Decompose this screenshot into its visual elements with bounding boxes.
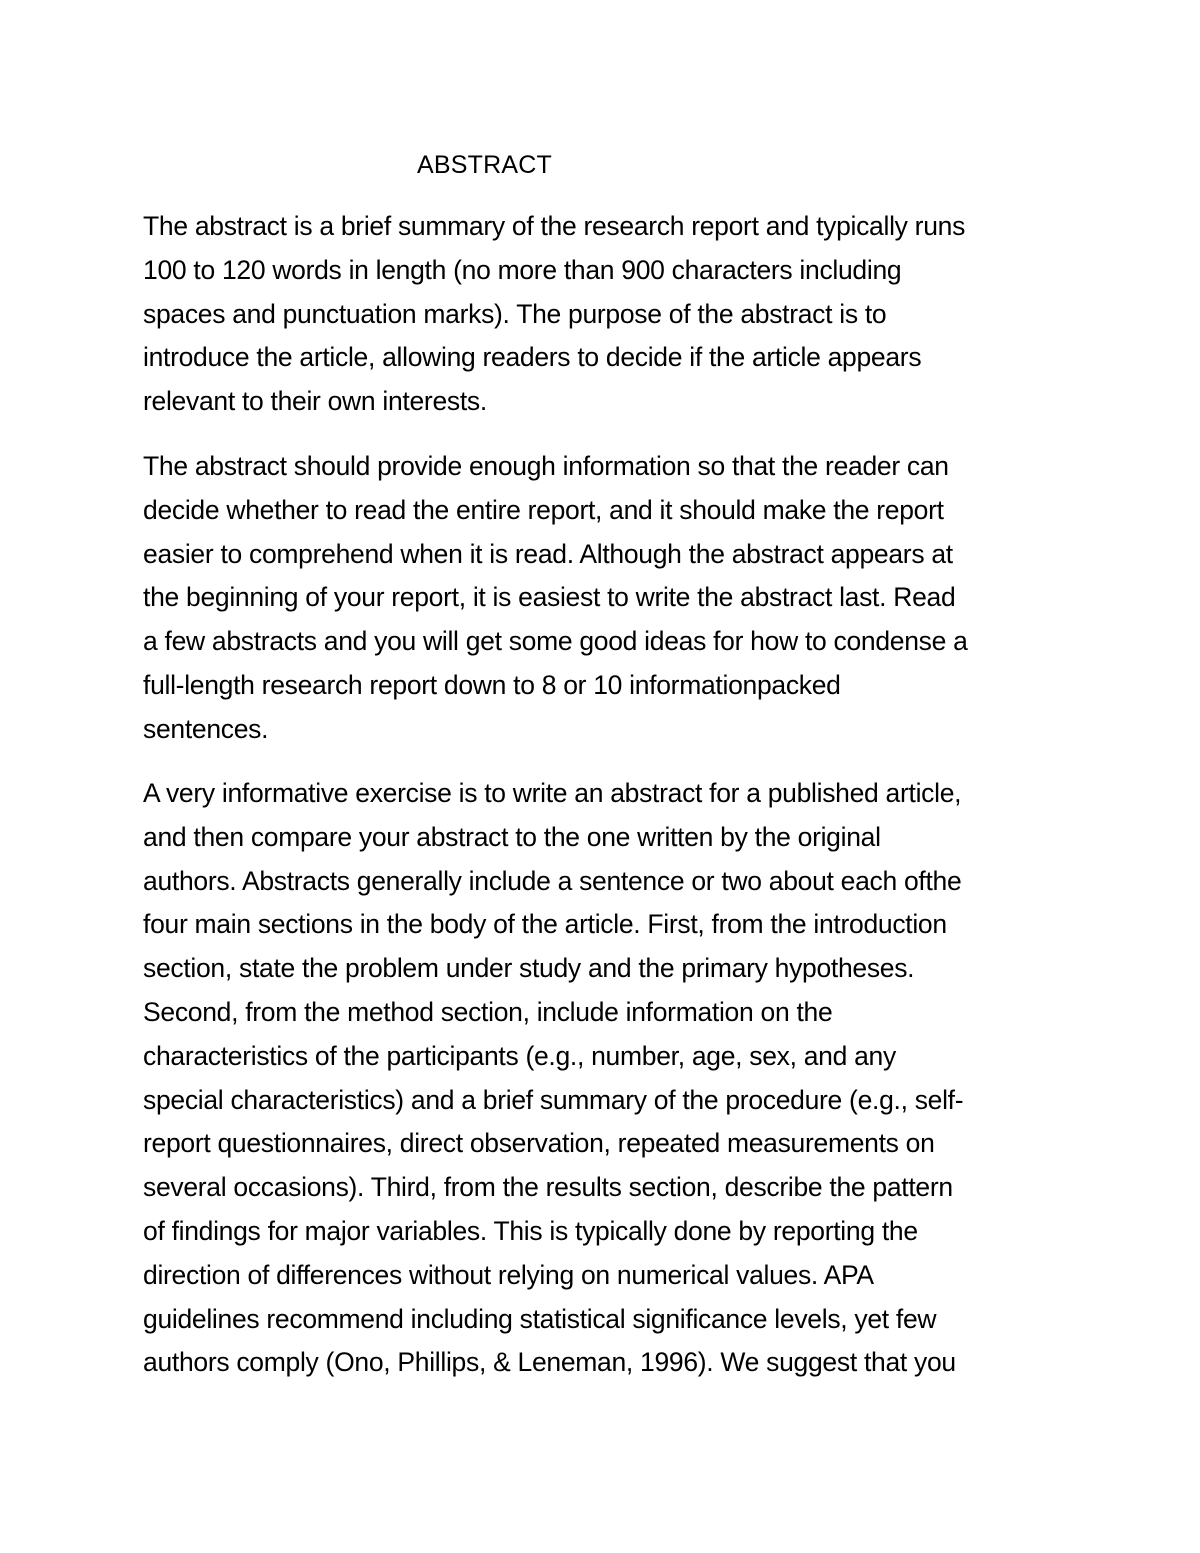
paragraph-line: The abstract is a brief summary of the research report and typically runs — [143, 211, 966, 241]
paragraph-line: decide whether to read the entire report, and it should make the report — [143, 494, 944, 525]
paragraph-line: the beginning of your report, it is easiest to write the abstract last. Read — [143, 582, 956, 613]
paragraph-line: characteristics of the participants (e.g., number, age, sex, and any — [143, 1040, 896, 1071]
paragraph-line: of findings for major variables. This is typically done by reporting the — [143, 1215, 918, 1246]
paragraph-line: A very informative exercise is to write an abstract for a published article, — [143, 778, 962, 808]
paragraph-line: special characteristics) and a brief summary of the procedure (e.g., self- — [143, 1084, 964, 1115]
paragraph-line: and then compare your abstract to the one written by the original — [143, 821, 881, 852]
paragraph-line: spaces and punctuation marks). The purpose of the abstract is to — [143, 298, 887, 329]
paragraph-line: guidelines recommend including statistical significance levels, yet few — [143, 1303, 937, 1334]
paragraph-3 — [143, 772, 1063, 1385]
paragraph-line: sentences. — [143, 713, 269, 744]
paragraph-line: easier to comprehend when it is read. Although the abstract appears at — [143, 538, 953, 569]
paragraph-line: authors comply (Ono, Phillips, & Leneman, 1996). We suggest that you — [143, 1347, 956, 1378]
paragraph-line: direction of differences without relying on numerical values. APA — [143, 1259, 874, 1290]
paragraph-line: several occasions). Third, from the results section, describe the pattern — [143, 1172, 953, 1203]
paragraph-line: report questionnaires, direct observation, repeated measurements on — [143, 1128, 935, 1159]
paragraph-line: Second, from the method section, include information on the — [143, 996, 833, 1027]
paragraph-line: introduce the article, allowing readers to decide if the article appears — [143, 342, 922, 373]
paragraph-line: full-length research report down to 8 or 10 informationpacked — [143, 669, 841, 700]
paragraph-line: relevant to their own interests. — [143, 386, 487, 417]
paragraph-line: authors. Abstracts generally include a sentence or two about each ofthe — [143, 865, 962, 896]
paragraph-line: a few abstracts and you will get some good ideas for how to condense a — [143, 626, 968, 657]
paragraph-line: four main sections in the body of the article. First, from the introduction — [143, 909, 947, 940]
paragraph-line: The abstract should provide enough information so that the reader can — [143, 451, 949, 481]
paragraph-2 — [143, 445, 1063, 752]
paragraph-1 — [143, 205, 1063, 424]
document-title: ABSTRACT — [417, 151, 552, 179]
paragraph-line: 100 to 120 words in length (no more than 900 characters including — [143, 254, 902, 285]
paragraph-line: section, state the problem under study and the primary hypotheses. — [143, 953, 915, 984]
